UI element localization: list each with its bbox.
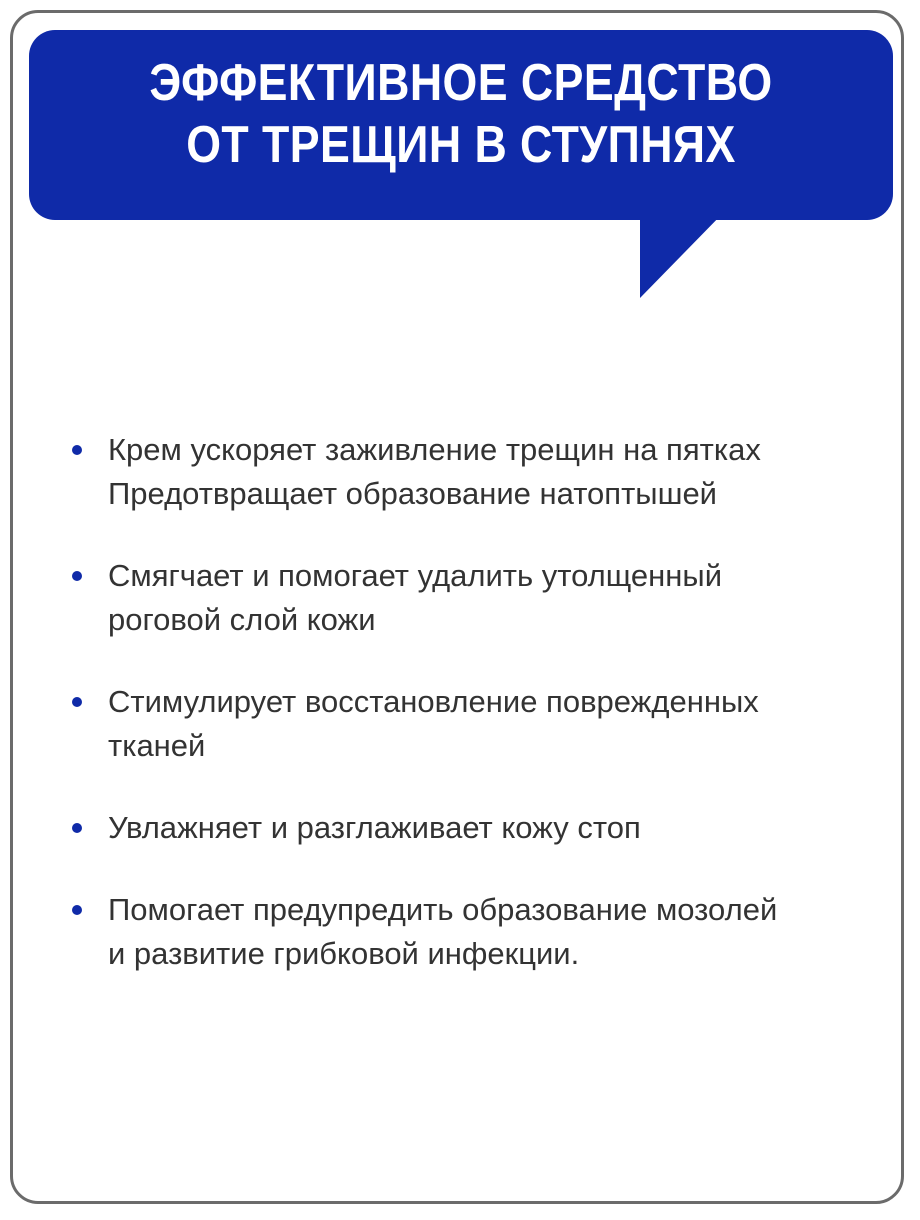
list-item-text: Стимулирует восстановление поврежденных xyxy=(108,684,759,719)
list-item-text: Увлажняет и разглаживает кожу стоп xyxy=(108,810,641,845)
title-line-1: ЭФФЕКТИВНОЕ СРЕДСТВО xyxy=(149,54,773,112)
list-item-text: Крем ускоряет заживление трещин на пятках xyxy=(108,432,761,467)
speech-bubble-tail xyxy=(640,210,726,298)
list-item xyxy=(70,428,860,516)
list-item xyxy=(70,888,860,976)
bullet-dot-icon xyxy=(72,697,82,707)
bullet-dot-icon xyxy=(72,823,82,833)
list-item-text: тканей xyxy=(108,728,206,763)
benefits-list xyxy=(70,428,860,1014)
list-item-text: роговой слой кожи xyxy=(108,602,376,637)
list-item-text: и развитие грибковой инфекции. xyxy=(108,936,580,971)
list-item xyxy=(70,680,860,768)
bullet-dot-icon xyxy=(72,571,82,581)
bullet-dot-icon xyxy=(72,905,82,915)
bullet-dot-icon xyxy=(72,445,82,455)
list-item-text: Смягчает и помогает удалить утолщенный xyxy=(108,558,723,593)
list-item xyxy=(70,554,860,642)
page-title xyxy=(89,52,832,176)
list-item xyxy=(70,806,860,850)
title-line-2: ОТ ТРЕЩИН В СТУПНЯХ xyxy=(186,116,736,174)
list-item-text: Предотвращает образование натоптышей xyxy=(108,476,717,511)
list-item-text: Помогает предупредить образование мозолей xyxy=(108,892,778,927)
